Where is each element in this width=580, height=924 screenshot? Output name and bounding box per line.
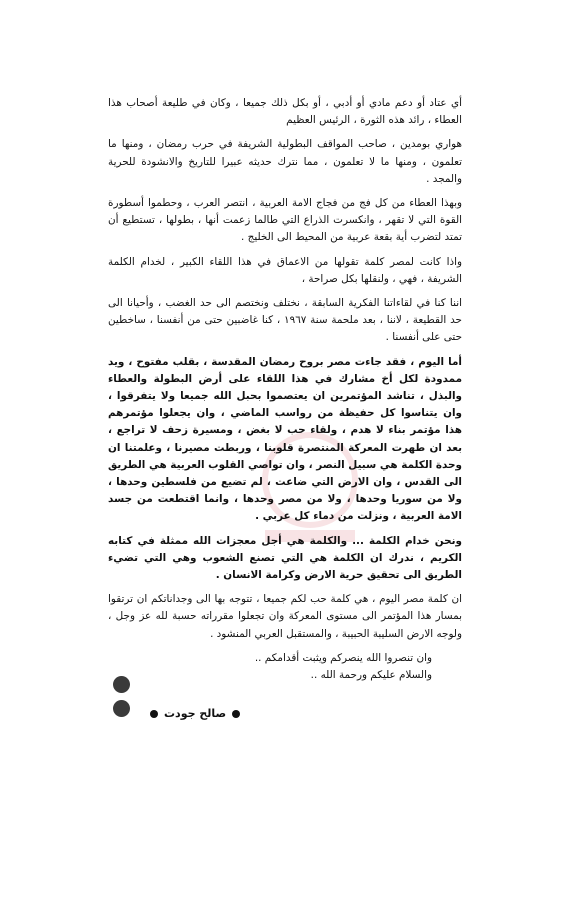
signature-block: [150, 707, 240, 720]
closing-line-2: والسلام عليكم ورحمة الله ..: [310, 669, 432, 682]
punch-hole-icon: [113, 700, 130, 717]
paragraph-3: وبهذا العطاء من كل فج من فجاج الامة العربية ، انتصر العرب ، وحطموا أسطورة القوة التي لا تقهر ، وانكسرت الذراع التي طالما زعمت أنها ، بطولها ، تستطيع أن تمتد لتضرب أية بقعة عربية من المحيط الى الخليج .: [108, 197, 462, 244]
bullet-icon: [232, 710, 240, 718]
paragraph-2: هواري بومدين ، صاحب المواقف البطولية الشريفة في حرب رمضان ، ومنها ما تعلمون ، ومنها ما لا تعلمون ، مما نترك حديثه عبيرا للتاريخ والانشودة للحرية والمجد .: [108, 138, 462, 185]
punch-hole-icon: [113, 676, 130, 693]
paragraph-5: اننا كنا في لقاءاتنا الفكرية السابقة ، نختلف ونختصم الى حد الغضب ، وأحيانا الى حد القطيعة ، لاننا ، بعد ملحمة سنة ١٩٦٧ ، كنا غاضبين حتى من أنفسنا ، ساخطين حتى على أنفسنا .: [108, 297, 462, 344]
bullet-icon: [150, 710, 158, 718]
paragraph-7: ونحن خدام الكلمة ... والكلمة هي أجل معجزات الله ممثلة في كتابه الكريم ، ندرك ان الكلمة هي التي تصنع الشعوب وهي التي تضيء الطريق الى تحقيق حرية الارض وكرامة الانسان .: [108, 534, 462, 582]
closing-line-1: وان تنصروا الله ينصركم ويثبت أقدامكم ..: [254, 651, 432, 664]
paragraph-4: واذا كانت لمصر كلمة تقولها من الاعماق في هذا اللقاء الكبير ، لخدام الكلمة الشريفة ، فهي ، ولنقلها بكل صراحة ،: [108, 255, 462, 285]
paragraph-8: ان كلمة مصر اليوم ، هي كلمة حب لكم جميعا ، تتوجه بها الى وجداناتكم ان ترتقوا بمسار هذا المؤتمر الى مستوى المعركة وان تجعلوا مقرراته حسبة لله عز وجل ، ولوجه الارض السليبة الحبيبة ، والمستقبل العربي المنشود .: [108, 593, 462, 640]
paragraph-1: أي عتاد أو دعم مادي أو أدبي ، أو بكل ذلك جميعا ، وكان في طليعة أصحاب هذا العطاء ، رائد هذه الثورة ، الرئيس العظيم: [108, 97, 462, 127]
author-signature: صالح جودت: [164, 707, 227, 720]
article-body: [108, 95, 462, 684]
paragraph-6: أما اليوم ، فقد جاءت مصر بروح رمضان المقدسة ، بقلب مفتوح ، ويد ممدودة لكل أخ مشارك في هذا اللقاء على أرض البطولة والعطاء والبذل ، تناشد المؤتمرين ان يعتصموا بحبل الله جميعا ولا يتفرقوا ، وان يتناسوا كل حفيظة من رواسب الماضي ، وان يجعلوا مؤتمرهم هذا مؤتمر بناء لا هدم ، ولقاء حب لا بغض ، ومسيرة زحف لا تراجع ، بعد ان طهرت المعركة المنتصرة قلوبنا ، وربطت مصيرنا ، وعلمتنا ان وحدة الكلمة هي سبيل النصر ، وان تواصي القلوب العربية هي الطريق الى القدس ، وان الارض التي ضاعت ، لم تضيع من فلسطين وحدها ، ولا من سوريا وحدها ، ولا من مصر وحدها ، وانما اقتطعت من جسد الامة العربية ، ونزلت من دماء كل عربي .: [108, 355, 462, 523]
